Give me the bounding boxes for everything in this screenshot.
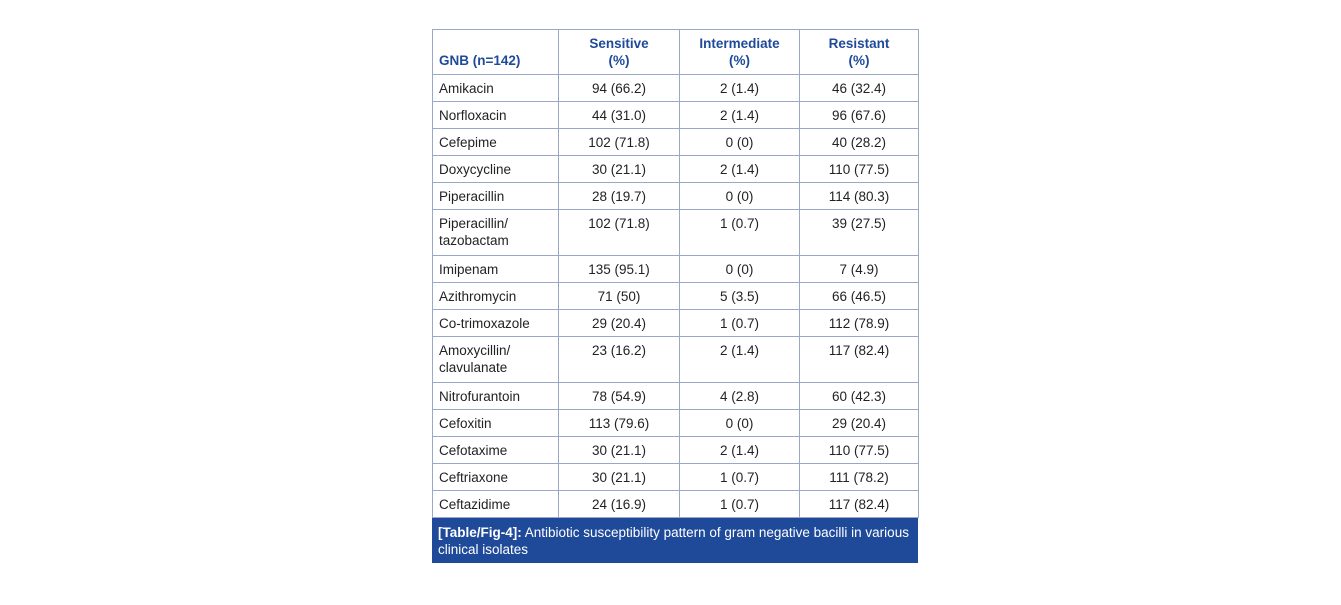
table-row — [433, 75, 919, 102]
cell-antibiotic: Doxycycline — [433, 156, 559, 183]
cell-resistant: 112 (78.9) — [800, 310, 919, 337]
table-row — [433, 491, 919, 518]
caption-label: [Table/Fig-4]: — [438, 525, 522, 540]
table-row — [433, 310, 919, 337]
cell-sensitive: 28 (19.7) — [559, 183, 680, 210]
table-row — [433, 156, 919, 183]
cell-intermediate: 2 (1.4) — [680, 437, 800, 464]
cell-sensitive: 102 (71.8) — [559, 129, 680, 156]
cell-antibiotic: Cefoxitin — [433, 410, 559, 437]
header-resistant: Resistant (%) — [800, 30, 919, 75]
header-gnb: GNB (n=142) — [433, 30, 559, 75]
table-row — [433, 337, 919, 383]
table-row — [433, 283, 919, 310]
cell-intermediate: 2 (1.4) — [680, 75, 800, 102]
susceptibility-table-figure — [432, 29, 918, 563]
cell-resistant: 29 (20.4) — [800, 410, 919, 437]
table-header-row — [433, 30, 919, 75]
cell-resistant: 117 (82.4) — [800, 491, 919, 518]
cell-antibiotic: Co-trimoxazole — [433, 310, 559, 337]
table-caption — [432, 518, 918, 563]
cell-intermediate: 4 (2.8) — [680, 383, 800, 410]
cell-resistant: 96 (67.6) — [800, 102, 919, 129]
table-row — [433, 102, 919, 129]
cell-intermediate: 1 (0.7) — [680, 310, 800, 337]
cell-sensitive: 94 (66.2) — [559, 75, 680, 102]
cell-resistant: 111 (78.2) — [800, 464, 919, 491]
table-row — [433, 183, 919, 210]
cell-sensitive: 24 (16.9) — [559, 491, 680, 518]
table-body — [433, 75, 919, 518]
table-row — [433, 437, 919, 464]
table-row — [433, 383, 919, 410]
cell-sensitive: 29 (20.4) — [559, 310, 680, 337]
cell-antibiotic: Amoxycillin/ clavulanate — [433, 337, 559, 383]
cell-intermediate: 0 (0) — [680, 129, 800, 156]
cell-intermediate: 5 (3.5) — [680, 283, 800, 310]
cell-antibiotic: Cefotaxime — [433, 437, 559, 464]
cell-antibiotic: Piperacillin — [433, 183, 559, 210]
cell-antibiotic: Amikacin — [433, 75, 559, 102]
header-intermediate: Intermediate (%) — [680, 30, 800, 75]
cell-intermediate: 1 (0.7) — [680, 491, 800, 518]
cell-antibiotic: Ceftriaxone — [433, 464, 559, 491]
cell-sensitive: 44 (31.0) — [559, 102, 680, 129]
table-row — [433, 464, 919, 491]
cell-sensitive: 71 (50) — [559, 283, 680, 310]
cell-intermediate: 1 (0.7) — [680, 210, 800, 256]
susceptibility-table — [432, 29, 919, 518]
cell-sensitive: 23 (16.2) — [559, 337, 680, 383]
cell-intermediate: 1 (0.7) — [680, 464, 800, 491]
cell-antibiotic: Norfloxacin — [433, 102, 559, 129]
cell-sensitive: 30 (21.1) — [559, 437, 680, 464]
cell-resistant: 7 (4.9) — [800, 256, 919, 283]
cell-resistant: 39 (27.5) — [800, 210, 919, 256]
cell-resistant: 117 (82.4) — [800, 337, 919, 383]
cell-sensitive: 102 (71.8) — [559, 210, 680, 256]
table-row — [433, 210, 919, 256]
cell-sensitive: 30 (21.1) — [559, 464, 680, 491]
cell-antibiotic: Nitrofurantoin — [433, 383, 559, 410]
cell-intermediate: 0 (0) — [680, 256, 800, 283]
header-sensitive: Sensitive (%) — [559, 30, 680, 75]
cell-intermediate: 2 (1.4) — [680, 337, 800, 383]
cell-resistant: 110 (77.5) — [800, 437, 919, 464]
cell-resistant: 110 (77.5) — [800, 156, 919, 183]
cell-antibiotic: Ceftazidime — [433, 491, 559, 518]
cell-resistant: 114 (80.3) — [800, 183, 919, 210]
cell-antibiotic: Piperacillin/ tazobactam — [433, 210, 559, 256]
cell-sensitive: 113 (79.6) — [559, 410, 680, 437]
cell-intermediate: 0 (0) — [680, 183, 800, 210]
cell-sensitive: 78 (54.9) — [559, 383, 680, 410]
cell-antibiotic: Cefepime — [433, 129, 559, 156]
cell-sensitive: 135 (95.1) — [559, 256, 680, 283]
caption-text: Antibiotic susceptibility pattern of gram negative bacilli in various clinical isolates — [438, 525, 909, 557]
cell-resistant: 66 (46.5) — [800, 283, 919, 310]
cell-antibiotic: Imipenam — [433, 256, 559, 283]
cell-resistant: 60 (42.3) — [800, 383, 919, 410]
cell-resistant: 46 (32.4) — [800, 75, 919, 102]
table-row — [433, 410, 919, 437]
table-row — [433, 129, 919, 156]
table-row — [433, 256, 919, 283]
cell-intermediate: 2 (1.4) — [680, 156, 800, 183]
cell-intermediate: 2 (1.4) — [680, 102, 800, 129]
cell-intermediate: 0 (0) — [680, 410, 800, 437]
cell-resistant: 40 (28.2) — [800, 129, 919, 156]
cell-sensitive: 30 (21.1) — [559, 156, 680, 183]
cell-antibiotic: Azithromycin — [433, 283, 559, 310]
